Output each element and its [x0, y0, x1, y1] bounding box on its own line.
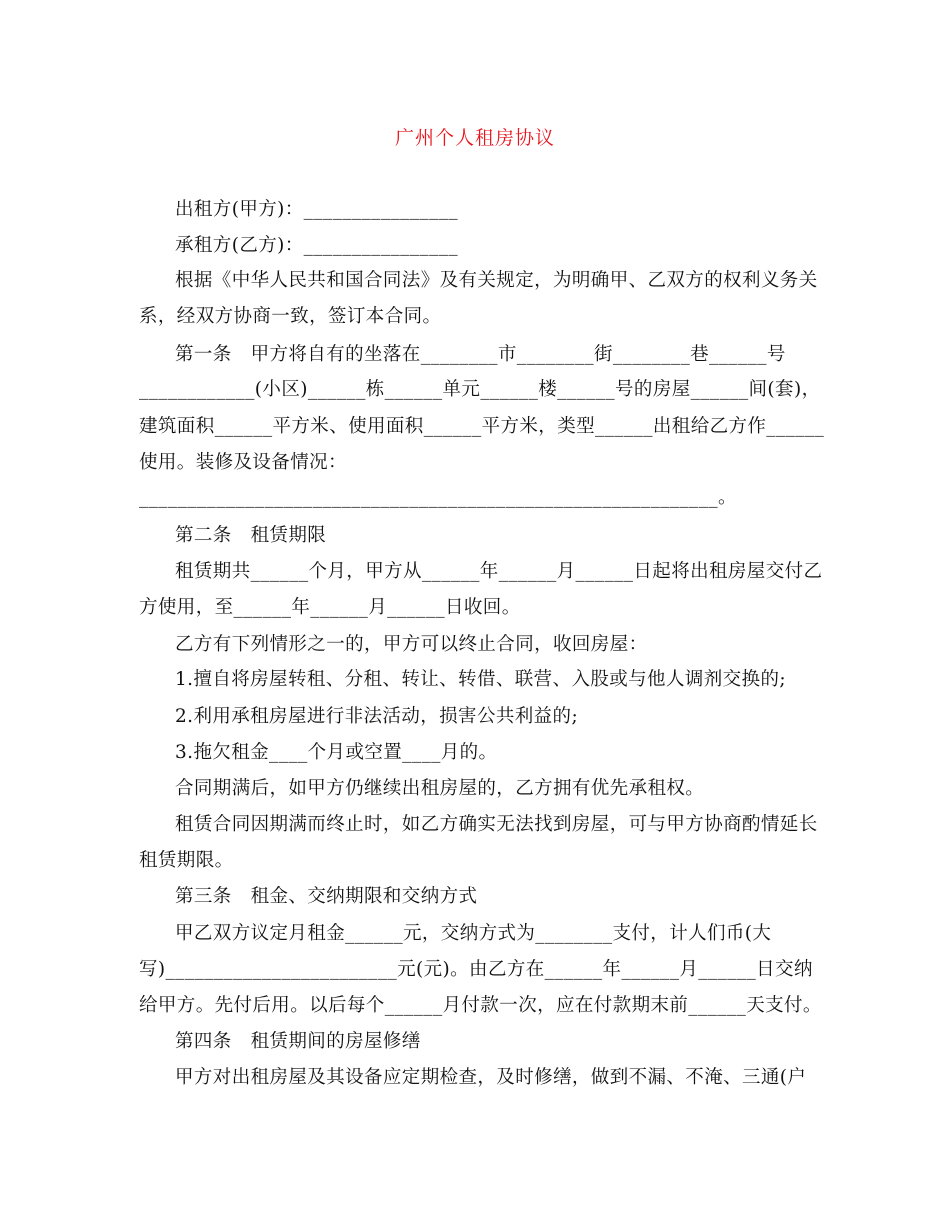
paragraph-line: 甲方对出租房屋及其设备应定期检查，及时修缮，做到不漏、不淹、三通(户	[175, 1067, 807, 1088]
paragraph-line: 租赁期限。	[139, 850, 234, 871]
article-3-heading: 第三条 租金、交纳期限和交纳方式	[175, 886, 478, 907]
article-2-heading: 第二条 租赁期限	[175, 525, 327, 546]
paragraph-line: 乙方有下列情形之一的，甲方可以终止合同，收回房屋：	[175, 634, 648, 655]
lessor-line: 出租方(甲方)：________________	[175, 199, 459, 220]
paragraph-line: 甲乙双方议定月租金______元，交纳方式为________支付，计人们币(大	[175, 923, 772, 944]
paragraph-line: 合同期满后，如甲方仍继续出租房屋的，乙方拥有优先承租权。	[175, 778, 705, 799]
document-title: 广州个人租房协议	[394, 127, 555, 149]
paragraph-line: 租赁期共______个月，甲方从______年______月______日起将出租房屋交付乙	[175, 561, 823, 582]
paragraph-line: ____________(小区)______栋______单元______楼______号的房屋______间(套)，	[139, 379, 821, 400]
list-item: 2.利用承租房屋进行非法活动，损害公共利益的;	[175, 706, 579, 727]
paragraph-line: 写)________________________元(元)。由乙方在______年______月______日交纳	[139, 959, 813, 980]
lessee-line: 承租方(乙方)：________________	[175, 235, 459, 256]
list-item: 3.拖欠租金____个月或空置____月的。	[175, 742, 498, 763]
paragraph-line: 使用。装修及设备情况：	[139, 452, 347, 473]
paragraph-line: 建筑面积______平方米、使用面积______平方米，类型______出租给乙方作______	[139, 416, 825, 437]
article-4-heading: 第四条 租赁期间的房屋修缮	[175, 1031, 421, 1052]
paragraph-line: 租赁合同因期满而终止时，如乙方确实无法找到房屋，可与甲方协商酌情延长	[175, 814, 818, 835]
article-1-line: 第一条 甲方将自有的坐落在________市________街________巷______号	[175, 344, 786, 365]
paragraph-line: 方使用，至______年______月______日收回。	[139, 597, 521, 618]
list-item: 1.擅自将房屋转租、分租、转让、转借、联营、入股或与他人调剂交换的;	[175, 669, 786, 690]
paragraph-line: 根据《中华人民共和国合同法》及有关规定，为明确甲、乙双方的权利义务关	[175, 270, 818, 291]
blank-fill-line: ____________________________________________________________。	[139, 487, 737, 508]
paragraph-line: 给甲方。先付后用。以后每个______月付款一次，应在付款期末前______天支付。	[139, 995, 822, 1016]
paragraph-line: 系，经双方协商一致，签订本合同。	[139, 306, 442, 327]
